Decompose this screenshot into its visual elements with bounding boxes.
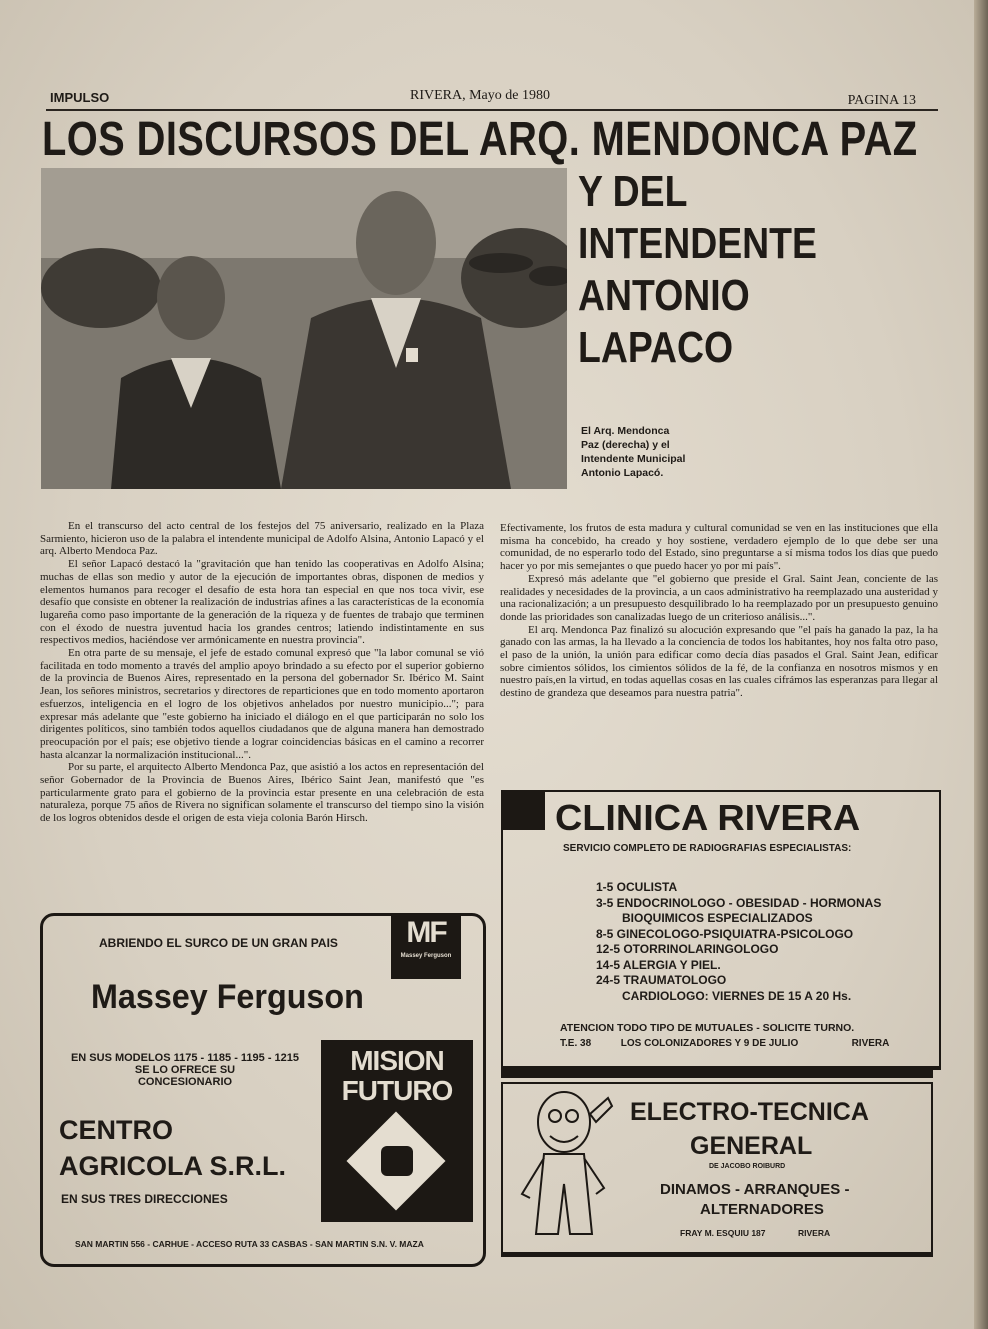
dealer-directions: EN SUS TRES DIRECCIONES [61, 1192, 228, 1206]
dealer-line: AGRICOLA S.R.L. [59, 1151, 286, 1181]
list-item: 1-5 OCULISTA [596, 880, 678, 894]
clinica-contact [560, 1038, 890, 1049]
article-paragraph: El arq. Mendonca Paz finalizó su alocución expresando que "el país ha ganado la paz, la ha ganado con las armas, la ha llevado a la conciencia de todos los habitantes, hoy nos falta otro paso, el paso de la unión, la unión para edificar como decía días pasados el Gral. Saint Jean, edificar sobre cimientos sólidos, los cimientos sólidos de la fé, de la confianza en nosotros mismos y en nuestro país,en la virtud, en todas aquellas cosas en las cuales cifrámos las esperanzas para llegar al destino de grandeza que deseamos para nuestra patria". [500, 623, 938, 700]
list-item: BIOQUIMICOS ESPECIALIZADOS [622, 911, 813, 925]
mision-futuro-logo [321, 1040, 473, 1222]
tractor-icon [381, 1146, 413, 1176]
headline-line: ANTONIO [578, 271, 750, 320]
mf-logo-letters: MF [406, 916, 446, 949]
headline-line-1: LOS DISCURSOS DEL ARQ. MENDONCA PAZ [42, 113, 918, 166]
electro-title-2: GENERAL [690, 1132, 813, 1160]
news-photo [41, 168, 567, 489]
brand-name: Massey Ferguson [91, 978, 364, 1016]
list-item: CARDIOLOGO: VIERNES DE 15 A 20 Hs. [622, 988, 852, 1003]
caption-line: El Arq. Mendonca [581, 425, 670, 437]
clinica-city: RIVERA [851, 1038, 890, 1049]
mechanic-cartoon-icon [512, 1084, 616, 1246]
article-paragraph: Por su parte, el arquitecto Alberto Mendonca Paz, que asistió a los actos en representación del señor Gobernador de la Provincia de Buenos Aires, Ibérico Saint Jean, manifestó que "es particularmente grato para el gobierno de la provincia estar presente en una celebración de esta naturaleza, porque 75 años de Rivera no significan solamente el transcurso del tiempo sino la visión de los logros obtenidos desde el origen de esta vieja colonia Barón Hirsch. [40, 761, 484, 825]
clinica-phone: T.E. 38 [560, 1038, 592, 1049]
electro-services-2: ALTERNADORES [700, 1201, 824, 1218]
article-paragraph: Efectivamente, los frutos de esta madura y cultural comunidad se ven en las instituciones que ella misma ha concebido, ha creado y hoy sostiene, verdadero ejemplo de lo que debe ser una comunidad, de no esperarlo todo del Estado, sino preguntarse a sí misma todos los días que puedo hacer yo por mis semejantes o que puedo hacer yo por mi país". [500, 522, 938, 573]
list-item: 12-5 OTORRINOLARINGOLOGO [596, 942, 779, 956]
headline-line: INTENDENTE [578, 219, 817, 268]
models-line: SE LO OFRECE SU [134, 1064, 236, 1076]
page-header [46, 88, 936, 108]
photo-caption [581, 424, 711, 480]
dealer-addresses: SAN MARTIN 556 - CARHUE - ACCESO RUTA 33 CASBAS - SAN MARTIN S.N. V. MAZA [75, 1239, 424, 1249]
clinica-mutuales: ATENCION TODO TIPO DE MUTUALES - SOLICITE TURNO. [560, 1022, 855, 1034]
headline-line: LAPACO [578, 323, 734, 372]
list-item: 14-5 ALERGIA Y PIEL. [596, 957, 721, 972]
caption-line: Paz (derecha) y el [581, 439, 670, 451]
photo-illustration [41, 168, 567, 489]
caption-line: Antonio Lapacó. [581, 467, 664, 479]
article-paragraph: Expresó más adelante que "el gobierno que preside el Gral. Saint Jean, conciente de las realidades y necesidades de la provincia, a un caos administrativo ha reemplazado una austeridad y una racionalización; a un presupuesto desquilibrado lo ha reemplazado por un presupuesto genuino donde las prioridades son canalizadas luego de un criterioso análisis...". [500, 572, 938, 623]
electro-services-1: DINAMOS - ARRANQUES - [660, 1181, 850, 1198]
article-column-1 [40, 520, 484, 825]
electro-owner: DE JACOBO ROIBURD [709, 1163, 786, 1170]
page-edge-shadow [974, 0, 988, 1329]
electro-address: FRAY M. ESQUIU 187 [680, 1228, 766, 1238]
clinica-address: LOS COLONIZADORES Y 9 DE JULIO [620, 1038, 799, 1049]
mf-logo [391, 913, 461, 979]
clinica-specialties [596, 880, 881, 1004]
dealer-name [59, 1112, 286, 1184]
clinica-subtitle: SERVICIO COMPLETO DE RADIOGRAFIAS ESPECIALISTAS: [563, 843, 852, 854]
models-line: CONCESIONARIO [137, 1076, 233, 1088]
article-paragraph: En el transcurso del acto central de los festejos del 75 aniversario, realizado en la Plaza Sarmiento, hicieron uso de la palabra el intendente municipal de Adolfo Alsina, Antonio Lapacó y el arq. Alberto Mendoca Paz. [40, 520, 484, 558]
publication-name: IMPULSO [50, 90, 110, 105]
headline-continuation [578, 166, 817, 374]
massey-ferguson-ad [40, 913, 486, 1267]
article-column-2 [500, 522, 938, 700]
page-number: PAGINA 13 [847, 93, 916, 108]
dateline: RIVERA, Mayo de 1980 [410, 88, 550, 103]
mision-futuro-text: MISION FUTURO [341, 1045, 453, 1106]
article-paragraph: El señor Lapacó destacó la "gravitación que han tenido las cooperativas en Adolfo Alsina; muchas de ellas son medio y autor de la ejecución de importantes obras, disponen de medios y elementos humanos para recoger el desafío de esta hora tan especial en que nos toca vivir, ese desafío que consiste en obtener la realización de industrias afines a las características de la economía lugareña como paso importante de la generación de la riqueza y de fuentes de trabajo que terminen con el éxodo de nuestra juventud hacia los grandes centros; latiendo indistintamente en sus respectivos medios, haciéndose ver armónicamente en nuestra provincia". [40, 558, 484, 647]
article-paragraph: En otra parte de su mensaje, el jefe de estado comunal expresó que "la labor comunal se vió facilitada en todo momento a través del amplio apoyo brindado a su efecto por el superior gobierno de la provincia de Buenos Aires, representado en la persona del gobernador Sr. Ibérico M. Saint Jean, los señores ministros, secretarios y directores de reparticiones que en todo momento aportaron esfuerzos, inteligencia en el logro de los objetivos anhelados por nuestro municipio..."; para expresar más adelante que "este gobierno ha iniciado el diálogo en el que participarán no solo los dirigentes políticos, sino también todos aquellos ciudadanos que de alguna manera han demostrado preocupación por el país; ese objetivo tiende a lograr coincidencias básicas en el camino a recorrer hasta alcanzar la normalización institucional...". [40, 647, 484, 761]
caption-line: Intendente Municipal [581, 453, 686, 465]
dealer-line: CENTRO [59, 1115, 173, 1145]
electro-title-1: ELECTRO-TECNICA [630, 1098, 869, 1126]
mf-logo-text: Massey Ferguson [400, 953, 452, 959]
models-text [55, 1052, 315, 1088]
clinica-corner-block [501, 792, 545, 830]
models-line: EN SUS MODELOS 1175 - 1185 - 1195 - 1215 [70, 1052, 300, 1064]
electro-top-bar [501, 1070, 933, 1078]
header-rule [46, 109, 938, 111]
list-item: 3-5 ENDOCRINOLOGO - OBESIDAD - HORMONAS [596, 895, 882, 910]
headline-line: Y DEL [578, 167, 688, 216]
ad-slogan: ABRIENDO EL SURCO DE UN GRAN PAIS [99, 936, 338, 950]
list-item: 24-5 TRAUMATOLOGO [596, 973, 727, 987]
list-item: 8-5 GINECOLOGO-PSIQUIATRA-PSICOLOGO [596, 926, 854, 941]
electro-city: RIVERA [798, 1228, 831, 1238]
clinica-name: CLINICA RIVERA [555, 797, 861, 838]
